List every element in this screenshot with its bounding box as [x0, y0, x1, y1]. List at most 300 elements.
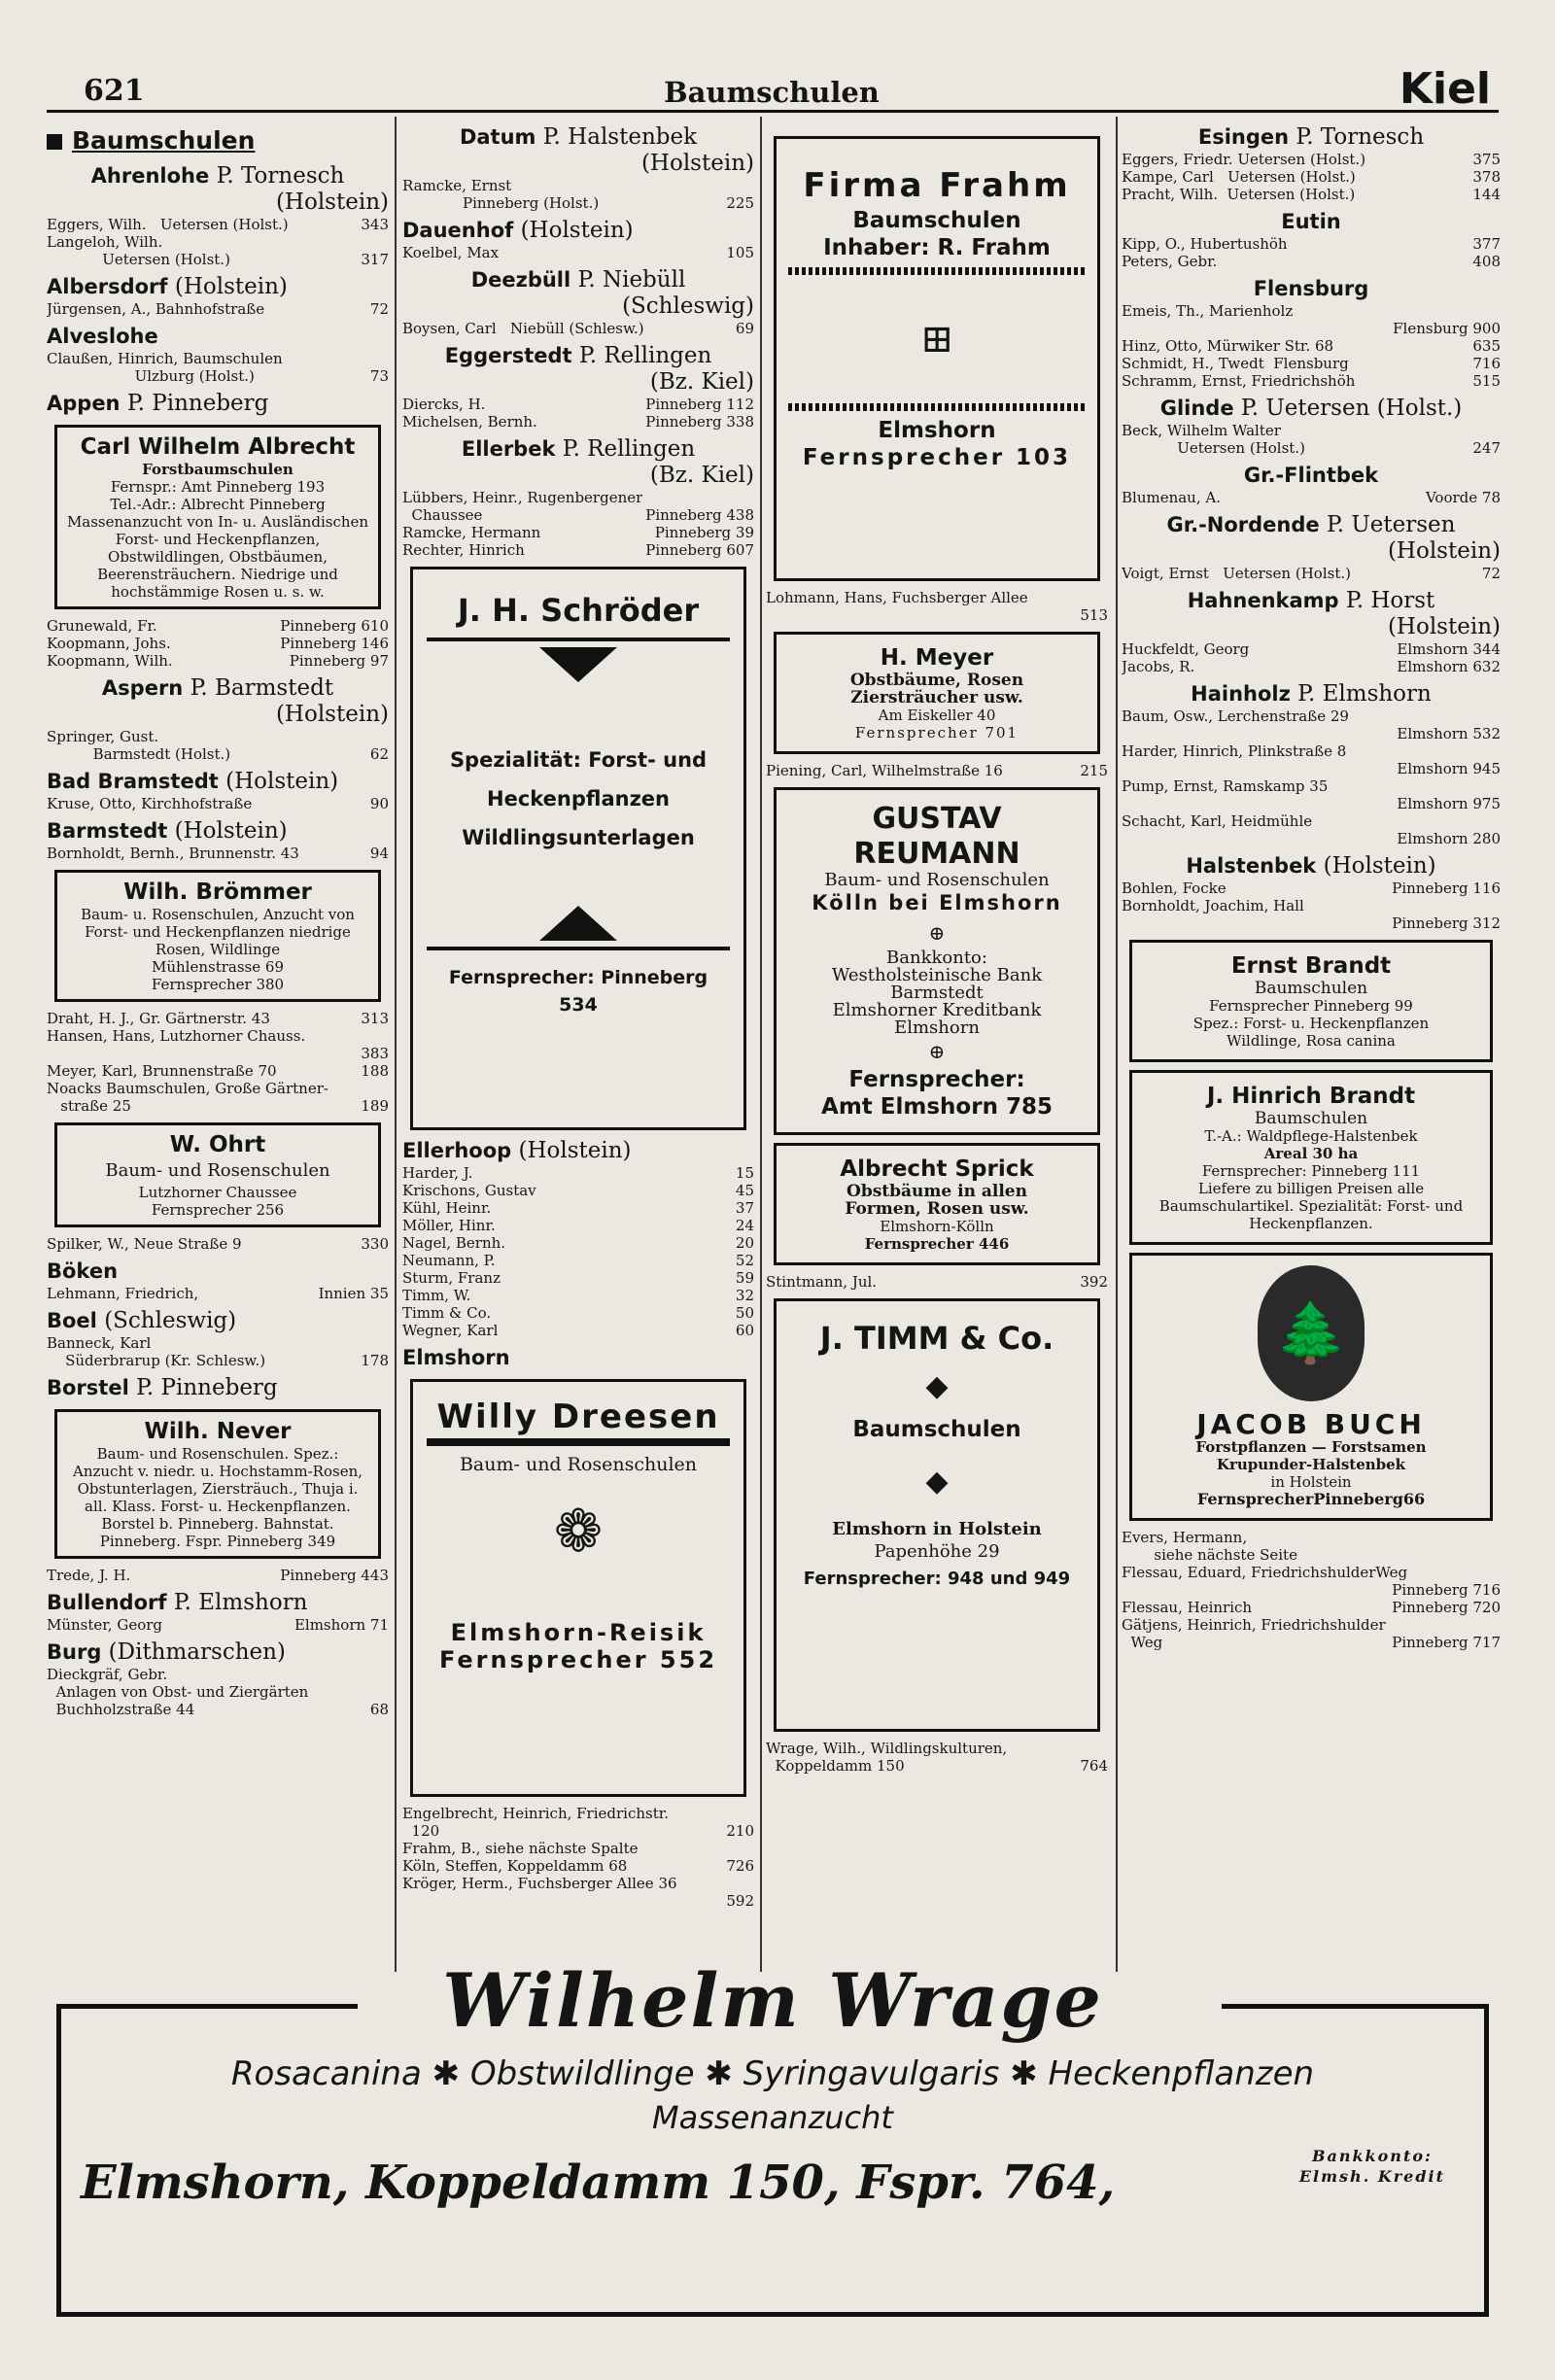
category-heading: Baumschulen	[47, 124, 389, 157]
entry-value: 515	[1472, 372, 1501, 390]
directory-entry	[47, 1010, 389, 1027]
directory-entry	[402, 1234, 754, 1252]
directory-entry	[1122, 302, 1501, 320]
entry-name: siehe nächste Seite	[1122, 1546, 1297, 1564]
entry-list	[47, 350, 389, 385]
directory-entry	[47, 617, 389, 635]
ad-sprick: Albrecht Sprick Obstbäume in allen Formen, Rosen usw. Elmshorn-Kölln Fernsprecher 446	[774, 1143, 1100, 1265]
entry-name: Neumann, P.	[402, 1252, 496, 1269]
directory-entry	[1122, 439, 1501, 457]
entry-value	[383, 1666, 389, 1683]
ad-hinrich-brandt: J. Hinrich Brandt Baumschulen T.-A.: Waldpflege-Halstenbek Areal 30 ha Fernsprecher: Pinneberg 111 Liefere zu billigen Preisen alle Baumschulartikel. Spezialität: Forst- und Heckenpflanzen.	[1129, 1070, 1493, 1245]
entry-value	[383, 728, 389, 745]
entry-value	[1495, 1546, 1501, 1564]
column-4	[1122, 124, 1501, 1970]
entry-name: Blumenau, A.	[1122, 489, 1221, 506]
entry-name: Kipp, O., Hubertushöh	[1122, 235, 1288, 253]
directory-entry	[402, 1217, 754, 1234]
place-gr-nordende: Gr.-Nordende P. Uetersen (Holstein)	[1166, 512, 1501, 564]
entry-value: Innien 35	[318, 1285, 389, 1302]
entry-list	[47, 300, 389, 318]
directory-entry	[1122, 186, 1501, 203]
entry-value: Pinneberg 312	[1392, 914, 1501, 932]
entry-value: 592	[726, 1892, 754, 1910]
section-title: Baumschulen	[664, 76, 880, 109]
entry-name: Harder, J.	[402, 1164, 473, 1182]
entry-value: 72	[369, 300, 389, 318]
ad-wrage-title: Wilhelm Wrage	[442, 1957, 1103, 2044]
entry-value: 225	[726, 194, 754, 212]
entry-value: 378	[1472, 168, 1501, 186]
entry-value	[748, 1805, 754, 1822]
entry-value: 215	[1080, 762, 1108, 779]
directory-entry	[402, 1857, 754, 1875]
entry-name: Köln, Steffen, Koppeldamm 68	[402, 1857, 628, 1875]
entry-list	[1122, 565, 1501, 582]
entry-name: Jürgensen, A., Bahnhofstraße	[47, 300, 265, 318]
directory-entry	[47, 652, 389, 670]
entry-value: Pinneberg 607	[645, 541, 754, 559]
entry-list	[47, 1666, 389, 1718]
entry-list	[47, 728, 389, 763]
entry-value: 73	[369, 367, 389, 385]
entry-list	[47, 1616, 389, 1634]
directory-entry	[402, 541, 754, 559]
directory-entry	[1122, 253, 1501, 270]
entry-value: 716	[1472, 355, 1501, 372]
entry-list	[1122, 880, 1501, 932]
entry-list	[402, 396, 754, 431]
directory-entry	[402, 1304, 754, 1322]
entry-value: 15	[735, 1164, 754, 1182]
entry-name: Eggers, Wilh. Uetersen (Holst.)	[47, 216, 289, 233]
entry-name: Buchholzstraße 44	[47, 1701, 195, 1718]
directory-entry	[402, 1287, 754, 1304]
entry-name: Ulzburg (Holst.)	[47, 367, 255, 385]
entry-value: Pinneberg 717	[1392, 1634, 1501, 1651]
directory-entry	[47, 1352, 389, 1369]
entry-list	[47, 1567, 389, 1584]
entry-list	[766, 1273, 1108, 1291]
entry-value: 60	[735, 1322, 754, 1339]
ad-ohrt: W. Ohrt Baum- und Rosenschulen Lutzhorner Chaussee Fernsprecher 256	[54, 1122, 381, 1227]
ad-wrage-bank: Bankkonto: Elmsh. Kredit	[1298, 2147, 1445, 2186]
directory-entry	[1122, 897, 1501, 914]
entry-value: 313	[361, 1010, 389, 1027]
directory-entry	[1122, 1616, 1501, 1634]
entry-name: Draht, H. J., Gr. Gärtnerstr. 43	[47, 1010, 270, 1027]
entry-value	[383, 1683, 389, 1701]
entry-name: Wrage, Wilh., Wildlingskulturen,	[766, 1740, 1008, 1757]
entry-list	[47, 795, 389, 812]
entry-value: Elmshorn 975	[1397, 795, 1501, 812]
directory-entry	[47, 216, 389, 233]
entry-list	[1122, 235, 1501, 270]
ad-frahm: Firma Frahm Baumschulen Inhaber: R. Frahm ⊞ Elmshorn Fernsprecher 103	[774, 136, 1100, 581]
entry-name: Banneck, Karl	[47, 1334, 152, 1352]
entry-name: Kröger, Herm., Fuchsberger Allee 36	[402, 1875, 677, 1892]
entry-name: Kruse, Otto, Kirchhofstraße	[47, 795, 253, 812]
dotted-rule	[788, 403, 1086, 411]
tree-emblem-icon: 🌲	[1258, 1265, 1365, 1401]
directory-entry	[766, 1740, 1108, 1757]
entry-value	[1102, 1740, 1108, 1757]
entry-name: Frahm, B., siehe nächste Spalte	[402, 1840, 639, 1857]
place-datum: Datum P. Halstenbek (Holstein)	[459, 124, 754, 176]
entry-value	[1495, 777, 1501, 795]
place-burg: Burg (Dithmarschen)	[47, 1639, 286, 1665]
entry-value	[383, 1027, 389, 1045]
triangle-down-icon	[539, 647, 617, 682]
directory-entry	[1122, 151, 1501, 168]
entry-value: 764	[1080, 1757, 1108, 1775]
directory-entry	[47, 1062, 389, 1080]
directory-entry	[47, 300, 389, 318]
ad-never: Wilh. Never Baum- und Rosenschulen. Spez.: Anzucht v. niedr. u. Hochstamm-Rosen, Obstunterlagen, Ziersträuch., Thuja i. all. Klass. Forst- u. Heckenpflanzen. Borstel b. Pinneberg. Bahnstat. Pinneberg. Fspr. Pinneberg 349	[54, 1409, 381, 1559]
entry-list	[1122, 151, 1501, 203]
entry-name: Harder, Hinrich, Plinkstraße 8	[1122, 742, 1347, 760]
ornament-icon: ❁	[553, 1498, 604, 1566]
diamond-icon: ◆	[925, 1369, 949, 1403]
entry-name: Weg	[1122, 1634, 1163, 1651]
directory-entry	[47, 845, 389, 862]
directory-entry	[47, 745, 389, 763]
ad-schroeder: J. H. Schröder Spezialität: Forst- und Heckenpflanzen Wildlingsunterlagen Fernsprecher: Pinneberg 534	[410, 567, 746, 1130]
entry-value: 105	[726, 244, 754, 261]
ad-wilhelm-wrage	[56, 1957, 1489, 2317]
directory-entry	[47, 367, 389, 385]
entry-name: Kampe, Carl Uetersen (Holst.)	[1122, 168, 1356, 186]
entry-list	[1122, 489, 1501, 506]
directory-entry	[1122, 640, 1501, 658]
entry-name: Baum, Osw., Lerchenstraße 29	[1122, 707, 1349, 725]
directory-entry	[47, 1097, 389, 1115]
entry-name: Ramcke, Hermann	[402, 524, 541, 541]
entry-value: 317	[361, 251, 389, 268]
entry-name: Grunewald, Fr.	[47, 617, 157, 635]
directory-entry	[402, 177, 754, 194]
directory-entry	[1122, 777, 1501, 795]
entry-name: Beck, Wilhelm Walter	[1122, 422, 1281, 439]
column-divider	[395, 117, 397, 1972]
column-divider	[760, 117, 762, 1972]
directory-entry	[1122, 914, 1501, 932]
entry-name: Stintmann, Jul.	[766, 1273, 878, 1291]
entry-name: Süderbrarup (Kr. Schlesw.)	[47, 1352, 266, 1369]
ad-broemmer: Wilh. Brömmer Baum- u. Rosenschulen, Anzucht von Forst- und Heckenpflanzen niedrige Rosen, Wildlinge Mühlenstrasse 69 Fernsprecher 380	[54, 870, 381, 1002]
column-1	[47, 124, 389, 1970]
entry-value: 37	[735, 1199, 754, 1217]
entry-list	[1122, 707, 1501, 847]
directory-entry	[402, 1164, 754, 1182]
entry-name: Flessau, Eduard, FriedrichshulderWeg	[1122, 1564, 1408, 1581]
entry-value: Pinneberg 443	[280, 1567, 389, 1584]
entry-list	[766, 589, 1108, 624]
entry-list	[47, 1334, 389, 1369]
directory-entry	[47, 1701, 389, 1718]
entry-value: 343	[361, 216, 389, 233]
entry-name: Bornholdt, Joachim, Hall	[1122, 897, 1304, 914]
entry-value: 383	[361, 1045, 389, 1062]
entry-value: 32	[735, 1287, 754, 1304]
directory-entry	[1122, 168, 1501, 186]
ad-wrage-address: Elmshorn, Koppeldamm 150, Fspr. 764,	[81, 2156, 1116, 2210]
directory-entry	[1122, 760, 1501, 777]
entry-list	[1122, 302, 1501, 390]
directory-entry	[47, 728, 389, 745]
place-esingen: Esingen P. Tornesch	[1197, 124, 1425, 150]
entry-name: Flessau, Heinrich	[1122, 1599, 1253, 1616]
entry-name: Möller, Hinr.	[402, 1217, 496, 1234]
directory-entry	[1122, 658, 1501, 675]
entry-value	[1495, 707, 1501, 725]
directory-entry	[1122, 1599, 1501, 1616]
place-glinde: Glinde P. Uetersen (Holst.)	[1159, 396, 1463, 421]
place-halstenbek: Halstenbek (Holstein)	[1186, 853, 1436, 879]
entry-value: Elmshorn 280	[1397, 830, 1501, 847]
directory-entry	[402, 489, 754, 506]
directory-entry	[402, 1840, 754, 1857]
entry-name: Peters, Gebr.	[1122, 253, 1218, 270]
entry-name: Münster, Georg	[47, 1616, 163, 1634]
entry-value: 408	[1472, 253, 1501, 270]
place-bullendorf: Bullendorf P. Elmshorn	[47, 1590, 308, 1615]
directory-entry	[1122, 812, 1501, 830]
page-header	[47, 64, 1497, 113]
entry-list	[47, 845, 389, 862]
entry-value: Pinneberg 338	[645, 413, 754, 431]
entry-name: Ramcke, Ernst	[402, 177, 512, 194]
entry-name: Claußen, Hinrich, Baumschulen	[47, 350, 283, 367]
entry-value: 144	[1472, 186, 1501, 203]
entry-value: 52	[735, 1252, 754, 1269]
column-2	[402, 124, 754, 1970]
entry-list	[1122, 1529, 1501, 1651]
directory-entry	[402, 413, 754, 431]
place-gr-flintbek: Gr.-Flintbek	[1243, 464, 1379, 487]
entry-value	[748, 1875, 754, 1892]
entry-value	[1495, 1564, 1501, 1581]
entry-list	[47, 216, 389, 268]
place-bad-bramstedt: Bad Bramstedt (Holstein)	[47, 769, 339, 794]
entry-value: 635	[1472, 337, 1501, 355]
directory-entry	[1122, 320, 1501, 337]
entry-name: Timm, W.	[402, 1287, 471, 1304]
directory-entry	[766, 762, 1108, 779]
entry-name: Wegner, Karl	[402, 1322, 499, 1339]
entry-name: Jacobs, R.	[1122, 658, 1195, 675]
entry-name: 120	[402, 1822, 440, 1840]
entry-value: Pinneberg 610	[280, 617, 389, 635]
entry-list	[766, 1740, 1108, 1775]
ad-timm: J. TIMM & Co. ◆ Baumschulen ◆ Elmshorn in Holstein Papenhöhe 29 Fernsprecher: 948 und 949	[774, 1298, 1100, 1732]
directory-entry	[47, 1567, 389, 1584]
place-hahnenkamp: Hahnenkamp P. Horst (Holstein)	[1187, 588, 1501, 639]
directory-entry	[47, 1045, 389, 1062]
entry-list	[1122, 422, 1501, 457]
entry-value	[1495, 1529, 1501, 1546]
entry-value: Elmshorn 945	[1397, 760, 1501, 777]
entry-name: Diercks, H.	[402, 396, 486, 413]
entry-name: Bohlen, Focke	[1122, 880, 1227, 897]
ad-dreesen: Willy Dreesen Baum- und Rosenschulen ❁ Elmshorn-Reisik Fernsprecher 552	[410, 1379, 746, 1797]
entry-list	[402, 489, 754, 559]
place-elmshorn: Elmshorn	[402, 1346, 510, 1369]
directory-entry	[1122, 795, 1501, 812]
entry-name: Spilker, W., Neue Straße 9	[47, 1235, 242, 1253]
entry-value: 59	[735, 1269, 754, 1287]
entry-value	[383, 1080, 389, 1097]
entry-name: Lohmann, Hans, Fuchsberger Allee	[766, 589, 1028, 606]
directory-entry	[1122, 1564, 1501, 1581]
entry-list	[47, 1285, 389, 1302]
ad-wrage-subtitle: Massenanzucht	[652, 2099, 893, 2136]
directory-entry	[766, 1757, 1108, 1775]
entry-name: Schramm, Ernst, Friedrichshöh	[1122, 372, 1356, 390]
directory-entry	[402, 1892, 754, 1910]
ad-meyer: H. Meyer Obstbäume, Rosen Ziersträucher usw. Am Eiskeller 40 Fernsprecher 701	[774, 632, 1100, 754]
ornament-icon: ⊕	[928, 1040, 946, 1063]
place-aspern: Aspern P. Barmstedt (Holstein)	[101, 675, 389, 727]
entry-value: Flensburg 900	[1393, 320, 1501, 337]
entry-name: Uetersen (Holst.)	[1122, 439, 1305, 457]
entry-name: Meyer, Karl, Brunnenstraße 70	[47, 1062, 277, 1080]
directory-entry	[1122, 372, 1501, 390]
entry-value: Elmshorn 632	[1397, 658, 1501, 675]
directory-entry	[47, 1235, 389, 1253]
entry-name: Pinneberg (Holst.)	[402, 194, 600, 212]
entry-name: Evers, Hermann,	[1122, 1529, 1248, 1546]
directory-entry	[47, 795, 389, 812]
ornament-icon: ⊕	[928, 921, 946, 945]
entry-value: 68	[369, 1701, 389, 1718]
column-3	[766, 124, 1108, 1970]
divider	[427, 947, 730, 950]
entry-value	[1495, 302, 1501, 320]
entry-value: 24	[735, 1217, 754, 1234]
entry-name: Trede, J. H.	[47, 1567, 131, 1584]
entry-list	[402, 1805, 754, 1910]
directory-entry	[1122, 422, 1501, 439]
entry-value: 94	[369, 845, 389, 862]
square-bullet-icon	[47, 134, 62, 150]
entry-value: 50	[735, 1304, 754, 1322]
entry-value: 188	[361, 1062, 389, 1080]
entry-name: straße 25	[47, 1097, 131, 1115]
entry-name: Gätjens, Heinrich, Friedrichshulder	[1122, 1616, 1386, 1634]
directory-entry	[47, 1027, 389, 1045]
directory-entry	[47, 1616, 389, 1634]
diamond-icon: ◆	[925, 1465, 949, 1499]
entry-value: Elmshorn 532	[1397, 725, 1501, 742]
directory-entry	[402, 1182, 754, 1199]
directory-entry	[402, 244, 754, 261]
entry-value	[383, 233, 389, 251]
entry-value: 377	[1472, 235, 1501, 253]
entry-value: 513	[1080, 606, 1108, 624]
place-ellerbek: Ellerbek P. Rellingen (Bz. Kiel)	[461, 436, 754, 488]
entry-name: Schmidt, H., Twedt Flensburg	[1122, 355, 1349, 372]
entry-value: Voorde 78	[1425, 489, 1501, 506]
entry-value: 178	[361, 1352, 389, 1369]
directory-entry	[402, 1269, 754, 1287]
entry-name: Barmstedt (Holst.)	[47, 745, 231, 763]
directory-entry	[1122, 337, 1501, 355]
entry-list	[766, 762, 1108, 779]
place-dauenhof: Dauenhof (Holstein)	[402, 218, 634, 243]
entry-value: 210	[726, 1822, 754, 1840]
directory-entry	[47, 233, 389, 251]
directory-entry	[1122, 830, 1501, 847]
entry-value	[1495, 422, 1501, 439]
entry-name: Engelbrecht, Heinrich, Friedrichstr.	[402, 1805, 670, 1822]
directory-entry	[47, 1683, 389, 1701]
place-barmstedt: Barmstedt (Holstein)	[47, 818, 288, 844]
place-ahrenlohe: Ahrenlohe P. Tornesch (Holstein)	[90, 163, 389, 215]
place-hainholz: Hainholz P. Elmshorn	[1191, 681, 1432, 707]
entry-name: Springer, Gust.	[47, 728, 159, 745]
entry-name: Kühl, Heinr.	[402, 1199, 492, 1217]
directory-entry	[402, 1805, 754, 1822]
directory-entry	[47, 251, 389, 268]
entry-name: Schacht, Karl, Heidmühle	[1122, 812, 1313, 830]
directory-entry	[1122, 725, 1501, 742]
entry-value: Pinneberg 720	[1392, 1599, 1501, 1616]
entry-name: Emeis, Th., Marienholz	[1122, 302, 1294, 320]
directory-entry	[47, 635, 389, 652]
directory-entry	[47, 1285, 389, 1302]
entry-name: Piening, Carl, Wilhelmstraße 16	[766, 762, 1003, 779]
entry-value: 90	[369, 795, 389, 812]
place-albersdorf: Albersdorf (Holstein)	[47, 274, 288, 299]
directory-entry	[1122, 1546, 1501, 1564]
ad-reumann: GUSTAV REUMANN Baum- und Rosenschulen Kölln bei Elmshorn ⊕ Bankkonto: Westholsteinische Bank Barmstedt Elmshorner Kreditbank Elmshorn ⊕ Fernsprecher: Amt Elmshorn 785	[774, 787, 1100, 1135]
entry-value: 375	[1472, 151, 1501, 168]
directory-entry	[1122, 1581, 1501, 1599]
directory-entry	[766, 606, 1108, 624]
entry-list	[402, 177, 754, 212]
entry-list	[47, 1010, 389, 1115]
triangle-up-icon	[539, 906, 617, 941]
entry-value	[1102, 589, 1108, 606]
place-alveslohe: Alveslohe	[47, 325, 158, 348]
directory-entry	[402, 1822, 754, 1840]
column-divider	[1116, 117, 1118, 1972]
entry-name: Dieckgräf, Gebr.	[47, 1666, 168, 1683]
entry-list	[402, 244, 754, 261]
ad-jacob-buch: 🌲 JACOB BUCH Forstpflanzen — Forstsamen Krupunder-Halstenbek in Holstein FernsprecherPinneberg66	[1129, 1253, 1493, 1521]
entry-value: 72	[1481, 565, 1501, 582]
entry-value	[1495, 742, 1501, 760]
directory-entry	[1122, 235, 1501, 253]
entry-name: Koopmann, Johs.	[47, 635, 171, 652]
place-appen: Appen P. Pinneberg	[47, 391, 269, 416]
place-boel: Boel (Schleswig)	[47, 1308, 237, 1333]
entry-value: Elmshorn 344	[1397, 640, 1501, 658]
entry-value: Pinneberg 716	[1392, 1581, 1501, 1599]
entry-name: Hansen, Hans, Lutzhorner Chauss.	[47, 1027, 306, 1045]
entry-value: 726	[726, 1857, 754, 1875]
directory-entry	[402, 194, 754, 212]
place-borstel: Borstel P. Pinneberg	[47, 1375, 278, 1400]
directory-entry	[1122, 880, 1501, 897]
directory-entry	[1122, 489, 1501, 506]
directory-entry	[402, 396, 754, 413]
directory-entry	[1122, 565, 1501, 582]
place-eutin: Eutin	[1281, 210, 1341, 233]
entry-value: Elmshorn 71	[294, 1616, 389, 1634]
directory-entry	[1122, 355, 1501, 372]
